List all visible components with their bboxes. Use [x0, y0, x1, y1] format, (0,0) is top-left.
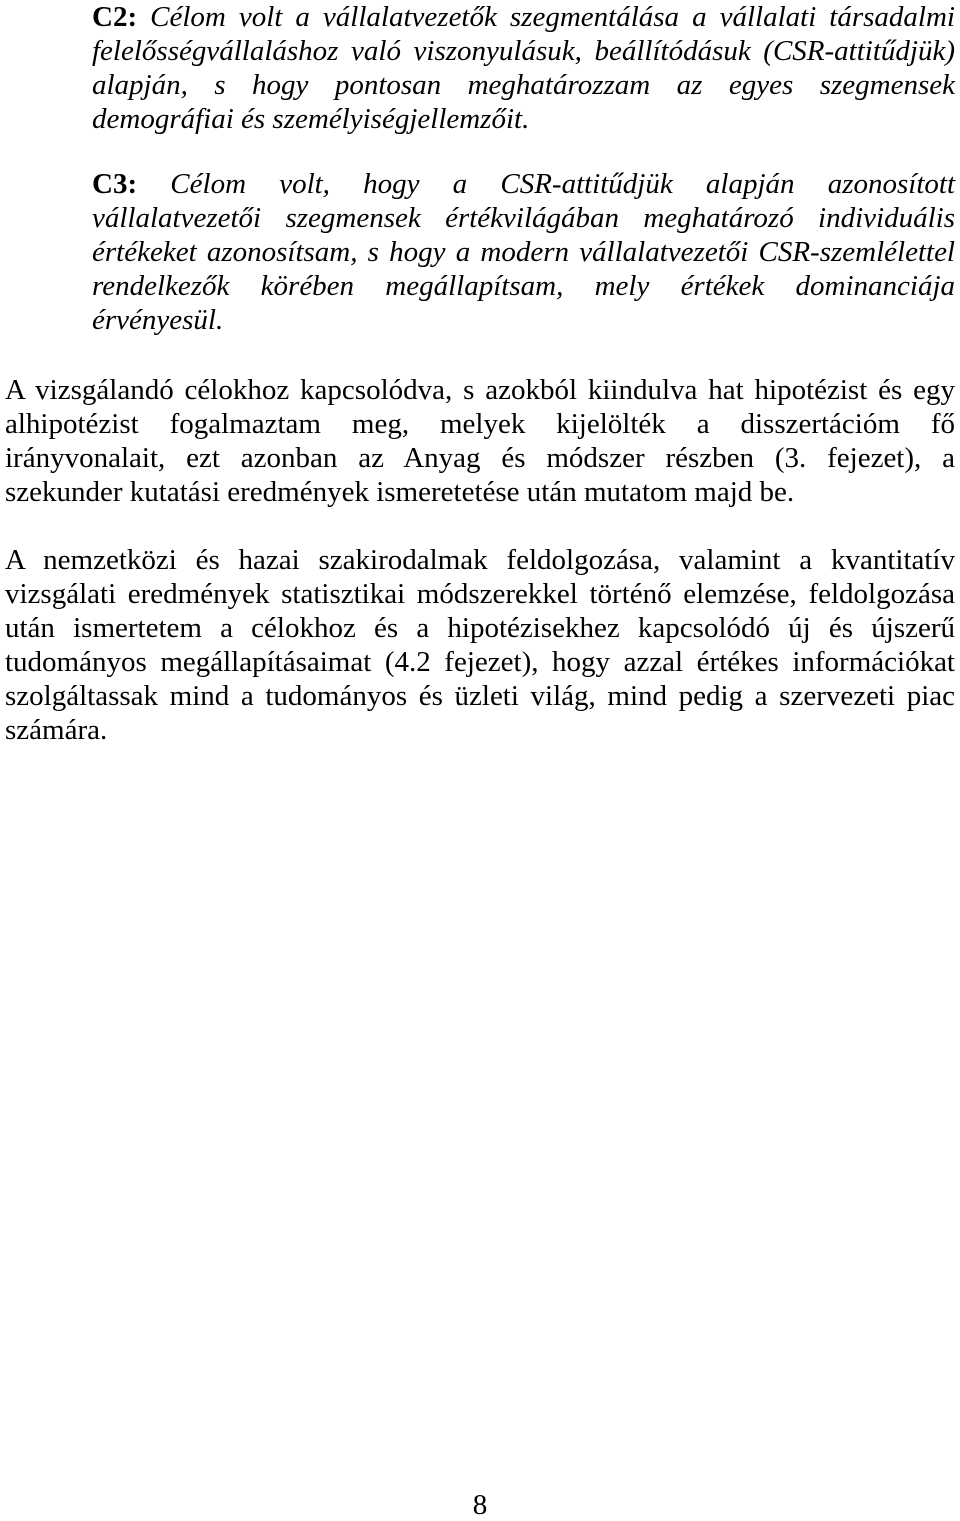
paragraph-line: A nemzetközi és hazai szakirodalmak feldolgozása, valamint a kvantitatív	[5, 544, 955, 576]
paragraph-line: alhipotézist fogalmaztam meg, melyek kijelölték a disszertációm fő	[5, 408, 955, 440]
objective-c2	[92, 0, 955, 136]
objective-line: rendelkezők körében megállapítsam, mely értékek dominanciája	[92, 270, 955, 302]
paragraph-hypotheses	[5, 373, 955, 509]
paragraph-line: számára.	[5, 714, 108, 746]
objective-line: értékeket azonosítsam, s hogy a modern vállalatvezetői CSR-szemlélettel	[92, 236, 955, 268]
objective-line: érvényesül.	[92, 304, 224, 336]
page-number: 8	[472, 1489, 488, 1521]
objective-line: demográfiai és személyiségjellemzőit.	[92, 103, 530, 135]
objective-line-text: Célom volt, hogy a CSR-attitűdjük alapján azonosított	[170, 168, 956, 200]
objective-line: felelősségvállaláshoz való viszonyulásuk, beállítódásuk (CSR-attitűdjük)	[92, 35, 955, 67]
paragraph-line: után ismertetem a célokhoz és a hipotézisekhez kapcsolódó új és újszerű	[5, 612, 955, 644]
objective-line	[92, 167, 955, 201]
objective-line: vállalatvezetői szegmensek értékvilágában meghatározó individuális	[92, 202, 955, 234]
objective-line	[92, 0, 955, 34]
objective-c3	[92, 167, 955, 337]
objective-label: C2:	[92, 1, 138, 33]
paragraph-line: tudományos megállapításaimat (4.2 fejezet), hogy azzal értékes információkat	[5, 646, 955, 678]
paragraph-line: irányvonalait, ezt azonban az Anyag és módszer részben (3. fejezet), a	[5, 442, 955, 474]
paragraph-line: vizsgálati eredmények statisztikai módszerekkel történő elemzése, feldolgozása	[5, 578, 955, 610]
objective-label: C3:	[92, 168, 138, 200]
objective-line-text: Célom volt a vállalatvezetők szegmentálása a vállalati társadalmi	[150, 1, 955, 33]
paragraph-line: szekunder kutatási eredmények ismeretetése után mutatom majd be.	[5, 476, 795, 508]
paragraph-line: szolgáltassak mind a tudományos és üzleti világ, mind pedig a szervezeti piac	[5, 680, 955, 712]
objective-line: alapján, s hogy pontosan meghatározzam az egyes szegmensek	[92, 69, 955, 101]
paragraph-findings	[5, 543, 955, 747]
paragraph-line: A vizsgálandó célokhoz kapcsolódva, s azokból kiindulva hat hipotézist és egy	[5, 374, 955, 406]
